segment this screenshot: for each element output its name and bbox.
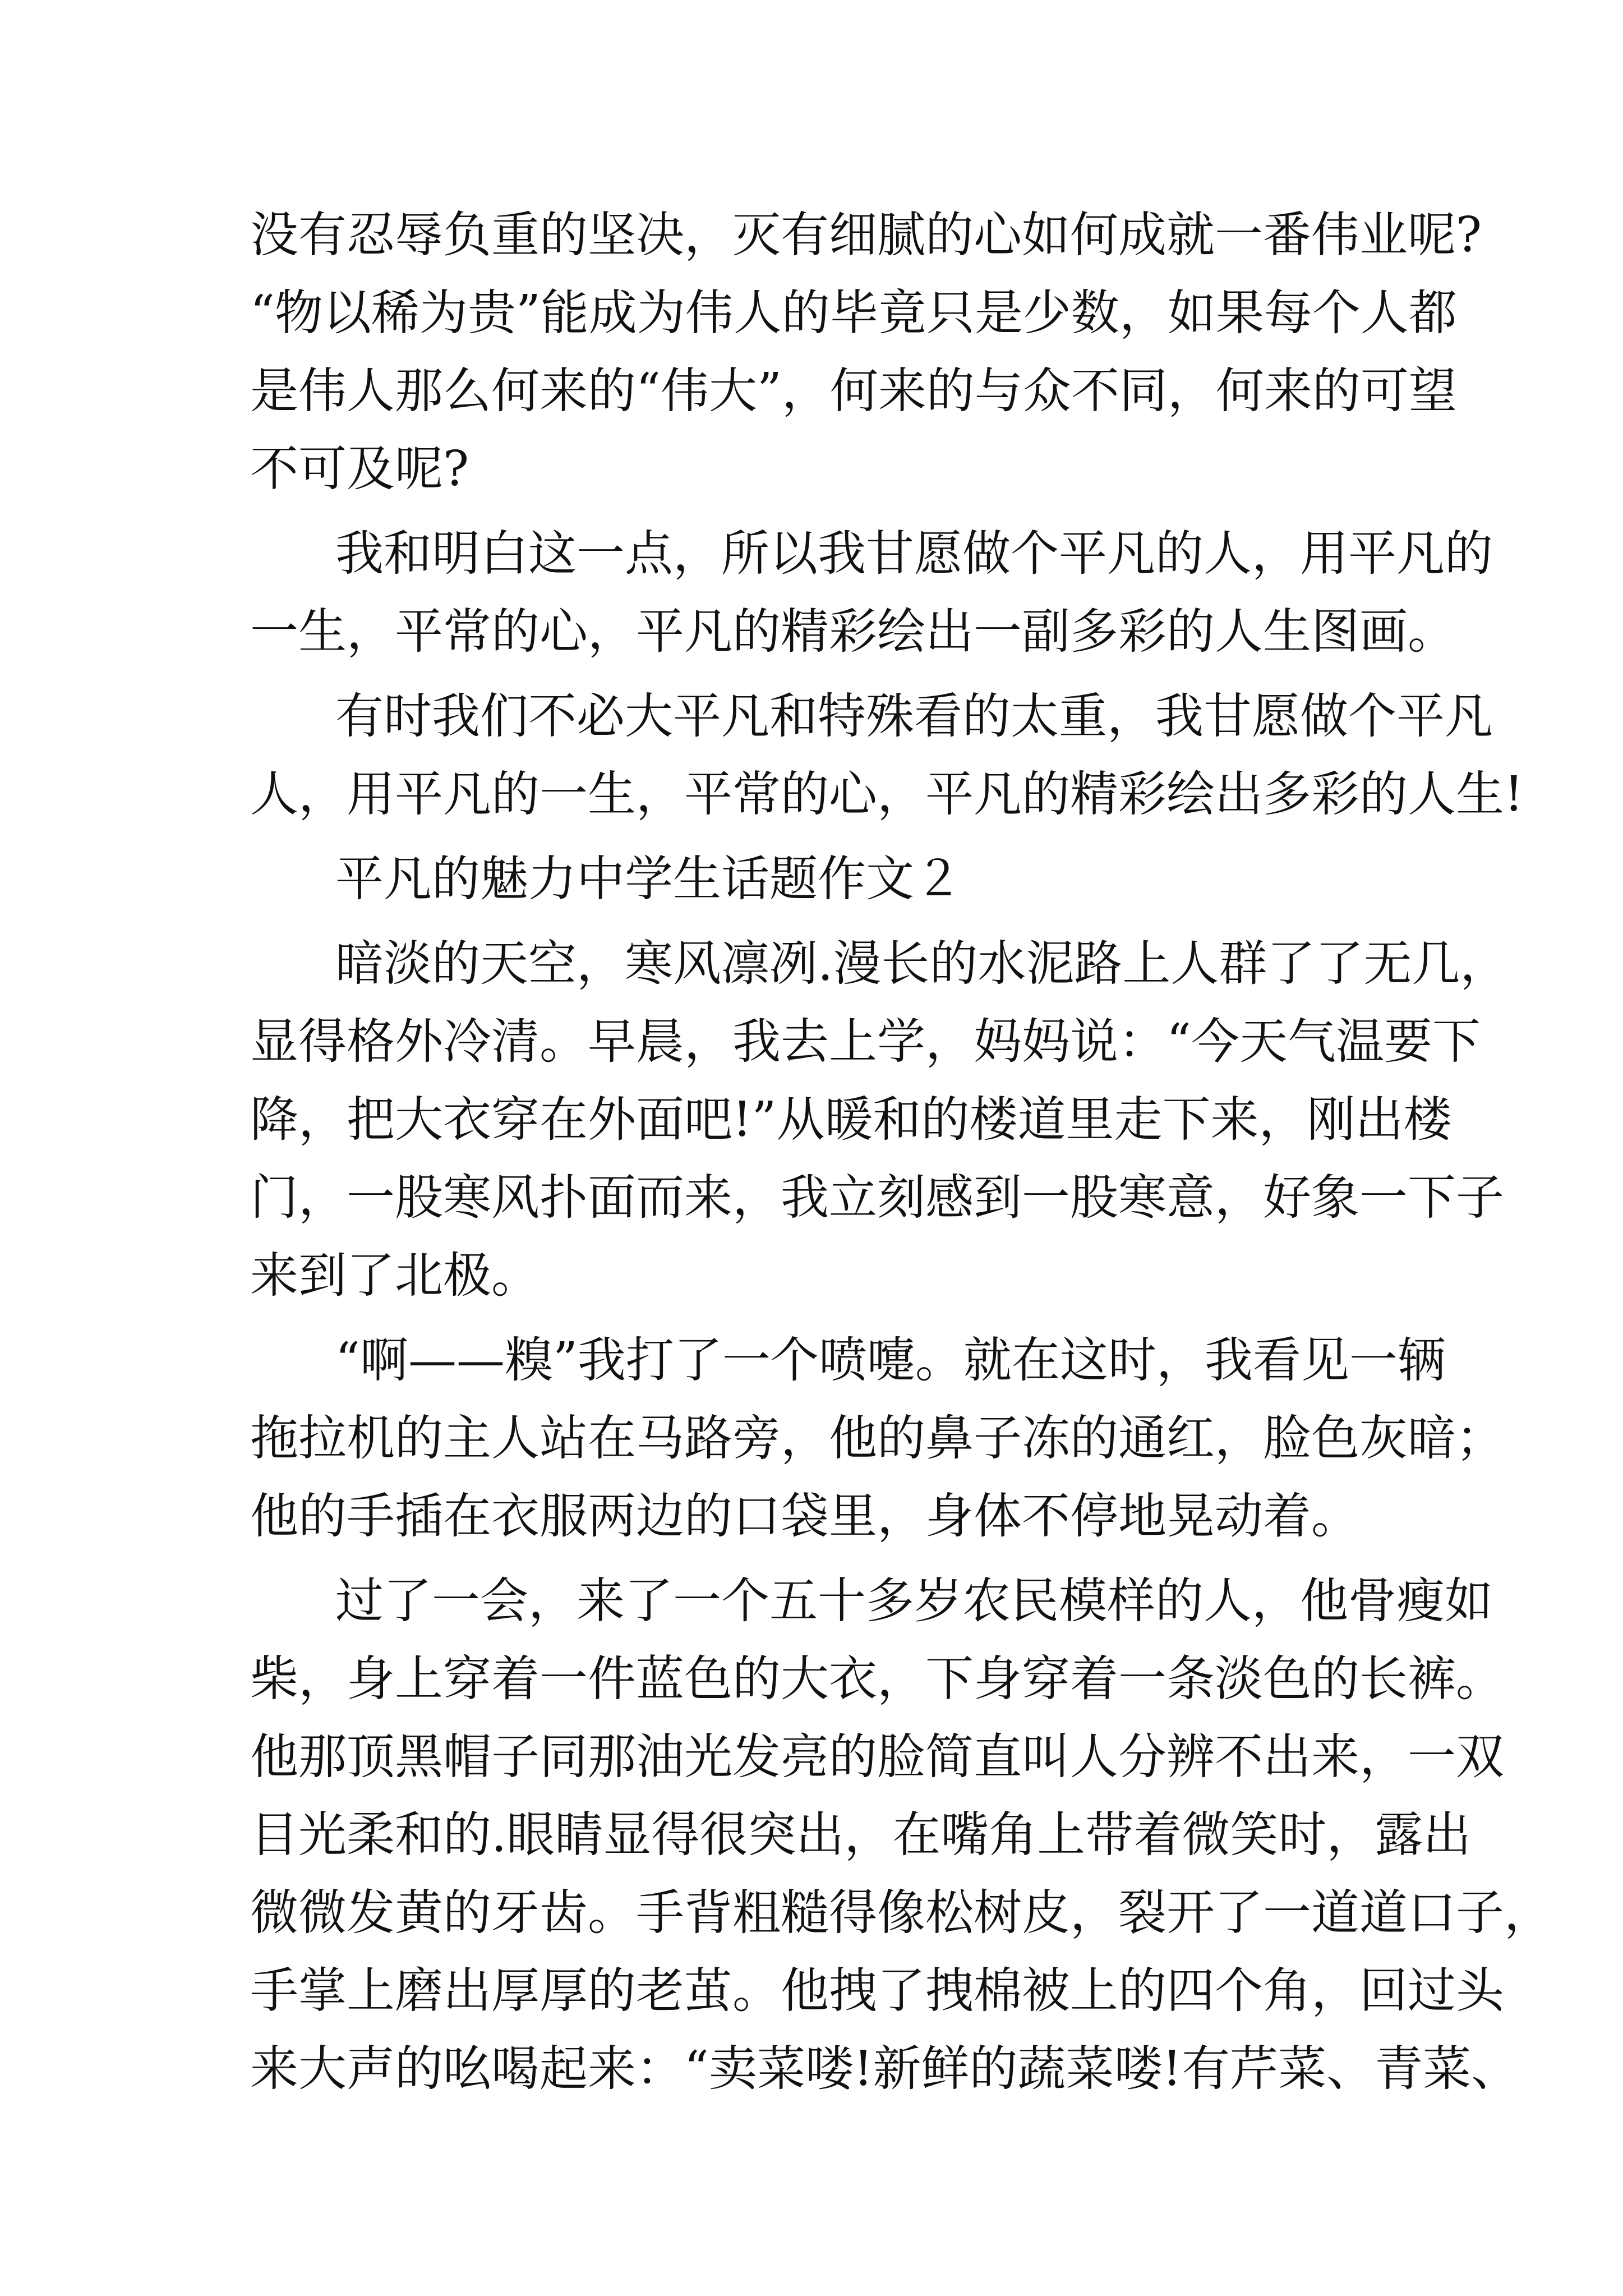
text-line: 一生，平常的心，平凡的精彩绘出一副多彩的人生图画。 (250, 604, 1456, 660)
text-line: 暗淡的天空，寒风凛冽.漫长的水泥路上人群了了无几， (335, 936, 1509, 992)
text-line: 拖拉机的主人站在马路旁，他的鼻子冻的通红，脸色灰暗； (250, 1410, 1504, 1466)
text-line: 有时我们不必大平凡和特殊看的太重，我甘愿做个平凡 (335, 688, 1493, 744)
paragraph-gap (250, 918, 1394, 925)
text-line: 门，一股寒风扑面而来，我立刻感到一股寒意，好象一下子 (250, 1170, 1504, 1226)
text-line: 过了一会，来了一个五十多岁农民模样的人，他骨瘦如 (335, 1573, 1493, 1629)
text-line: 人，用平凡的一生，平常的心，平凡的精彩绘出多彩的人生! (250, 766, 1524, 822)
paragraph-2 (250, 515, 1493, 671)
paragraph-gap (250, 834, 1394, 840)
heading-line: 平凡的魅力中学生话题作文２ (335, 851, 962, 907)
text-line: 柴，身上穿着一件蓝色的大衣，下身穿着一条淡色的长裤。 (250, 1651, 1504, 1707)
section-heading (250, 840, 1394, 918)
body-text (250, 196, 1552, 2108)
text-line: 手掌上磨出厚厚的老茧。他拽了拽棉被上的四个角，回过头 (250, 1963, 1504, 2019)
text-line: 降，把大衣穿在外面吧!”从暖和的楼道里走下来，刚出楼 (250, 1092, 1452, 1148)
text-line: 没有忍辱负重的坚决，灭有细腻的心如何成就一番伟业呢? (250, 207, 1482, 263)
text-line: 来到了北极。 (250, 1248, 540, 1304)
paragraph-7 (250, 1562, 1552, 2108)
text-line: 目光柔和的.眼睛显得很突出，在嘴角上带着微笑时，露出 (250, 1807, 1472, 1863)
paragraph-3 (250, 678, 1524, 834)
paragraph-gap (250, 508, 1394, 515)
text-line: 显得格外冷清。早晨，我去上学，妈妈说：“今天气温要下 (250, 1014, 1481, 1070)
paragraph-1 (250, 196, 1482, 508)
paragraph-5 (250, 925, 1509, 1315)
paragraph-gap (250, 1556, 1394, 1562)
text-line: 是伟人那么何来的“伟大”，何来的与众不同，何来的可望 (250, 363, 1457, 419)
text-line: 微微发黄的牙齿。手背粗糙得像松树皮，裂开了一道道口子， (250, 1885, 1552, 1941)
paragraph-6 (250, 1322, 1504, 1556)
text-line: 他的手插在衣服两边的口袋里，身体不停地晃动着。 (250, 1488, 1359, 1544)
text-line: 不可及呢? (250, 441, 469, 497)
paragraph-gap (250, 671, 1394, 678)
text-line: 我和明白这一点，所以我甘愿做个平凡的人，用平凡的 (335, 526, 1493, 582)
text-line: 来大声的吆喝起来：“卖菜喽!新鲜的蔬菜喽!有芹菜、青菜、 (250, 2041, 1520, 2097)
text-line: “啊——糗”我打了一个喷嚏。就在这时，我看见一辆 (335, 1332, 1446, 1388)
text-line: “物以稀为贵”能成为伟人的毕竟只是少数，如果每个人都 (250, 285, 1457, 341)
text-line: 他那顶黑帽子同那油光发亮的脸简直叫人分辨不出来，一双 (250, 1729, 1504, 1785)
paragraph-gap (250, 1315, 1394, 1322)
